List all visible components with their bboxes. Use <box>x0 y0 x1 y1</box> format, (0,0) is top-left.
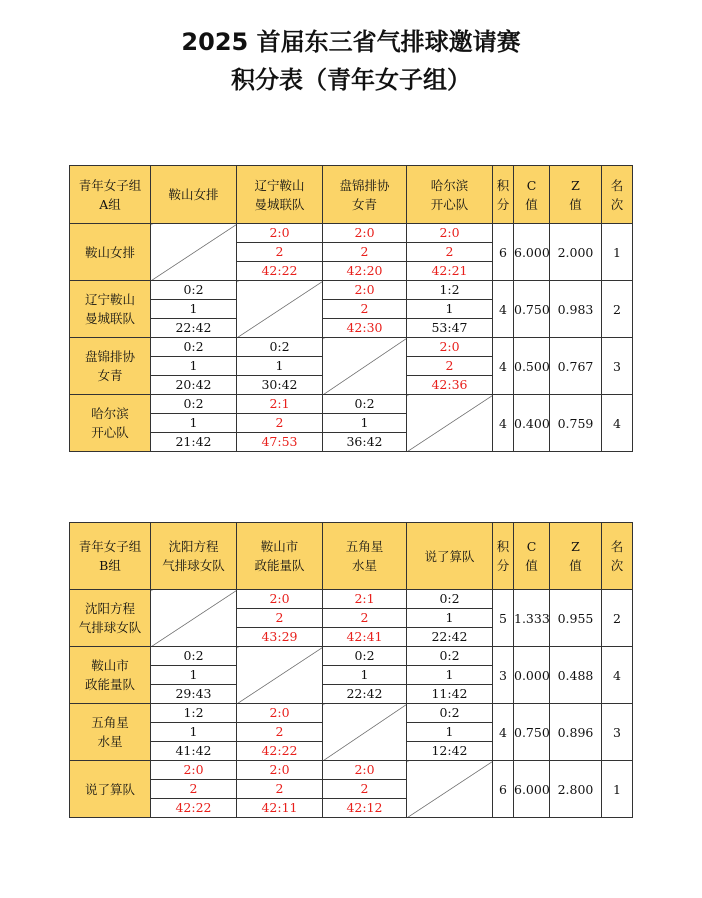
rank-value: 2 <box>602 281 633 338</box>
match-ratio: 42:22 <box>151 799 237 818</box>
table-row <box>70 647 633 666</box>
match-score: 2:0 <box>237 224 323 243</box>
match-ratio: 22:42 <box>323 685 407 704</box>
match-points: 2 <box>323 300 407 319</box>
table-row <box>70 224 633 243</box>
column-header-team: 鞍山市 政能量队 <box>237 523 323 590</box>
header-row <box>70 523 633 590</box>
c-value: 1.333 <box>514 590 550 647</box>
match-score: 2:0 <box>237 704 323 723</box>
match-score: 2:0 <box>323 761 407 780</box>
match-points: 1 <box>323 414 407 433</box>
header-points: 积 分 <box>493 523 514 590</box>
match-points: 2 <box>237 243 323 262</box>
standings-table-b <box>69 522 633 818</box>
match-score: 0:2 <box>237 338 323 357</box>
table-row <box>70 704 633 723</box>
row-header-team: 辽宁鞍山 曼城联队 <box>70 281 151 338</box>
points-value: 5 <box>493 590 514 647</box>
match-ratio: 42:22 <box>237 742 323 761</box>
match-ratio: 30:42 <box>237 376 323 395</box>
points-value: 4 <box>493 704 514 761</box>
match-ratio: 36:42 <box>323 433 407 452</box>
row-header-team: 鞍山市 政能量队 <box>70 647 151 704</box>
match-ratio: 42:36 <box>407 376 493 395</box>
c-value: 0.750 <box>514 281 550 338</box>
c-value: 0.400 <box>514 395 550 452</box>
match-score: 2:0 <box>407 224 493 243</box>
match-points: 2 <box>323 780 407 799</box>
match-ratio: 42:21 <box>407 262 493 281</box>
match-score: 0:2 <box>151 395 237 414</box>
self-match-cell <box>407 761 493 818</box>
match-ratio: 41:42 <box>151 742 237 761</box>
match-points: 2 <box>407 243 493 262</box>
rank-value: 1 <box>602 761 633 818</box>
match-points: 2 <box>237 609 323 628</box>
column-header-team: 沈阳方程 气排球女队 <box>151 523 237 590</box>
match-score: 0:2 <box>323 395 407 414</box>
z-value: 0.955 <box>550 590 602 647</box>
points-value: 3 <box>493 647 514 704</box>
match-ratio: 29:43 <box>151 685 237 704</box>
c-value: 0.750 <box>514 704 550 761</box>
match-score: 0:2 <box>407 704 493 723</box>
table-row <box>70 281 633 300</box>
match-points: 2 <box>151 780 237 799</box>
match-points: 1 <box>151 723 237 742</box>
match-points: 2 <box>407 357 493 376</box>
match-score: 2:0 <box>237 761 323 780</box>
match-ratio: 21:42 <box>151 433 237 452</box>
rank-value: 4 <box>602 395 633 452</box>
standings-table-a <box>69 165 633 452</box>
self-match-cell <box>323 338 407 395</box>
header-rank: 名 次 <box>602 166 633 224</box>
match-score: 2:0 <box>323 281 407 300</box>
match-points: 1 <box>407 609 493 628</box>
match-score: 0:2 <box>407 647 493 666</box>
match-ratio: 22:42 <box>407 628 493 647</box>
match-ratio: 42:12 <box>323 799 407 818</box>
points-value: 4 <box>493 281 514 338</box>
row-header-team: 五角星 水星 <box>70 704 151 761</box>
match-ratio: 20:42 <box>151 376 237 395</box>
z-value: 0.983 <box>550 281 602 338</box>
header-c-value: C 值 <box>514 523 550 590</box>
column-header-team: 鞍山女排 <box>151 166 237 224</box>
match-ratio: 42:20 <box>323 262 407 281</box>
match-score: 1:2 <box>151 704 237 723</box>
column-header-team: 五角星 水星 <box>323 523 407 590</box>
match-score: 2:0 <box>237 590 323 609</box>
table-row <box>70 761 633 780</box>
match-points: 2 <box>237 723 323 742</box>
header-z-value: Z 值 <box>550 166 602 224</box>
z-value: 0.759 <box>550 395 602 452</box>
match-points: 1 <box>151 300 237 319</box>
match-points: 2 <box>323 609 407 628</box>
match-ratio: 47:53 <box>237 433 323 452</box>
points-value: 4 <box>493 395 514 452</box>
match-points: 1 <box>151 666 237 685</box>
page-title: 2025 首届东三省气排球邀请赛 <box>181 28 521 56</box>
self-match-cell <box>151 590 237 647</box>
points-value: 6 <box>493 224 514 281</box>
points-value: 4 <box>493 338 514 395</box>
header-rank: 名 次 <box>602 523 633 590</box>
z-value: 2.800 <box>550 761 602 818</box>
header-row <box>70 166 633 224</box>
match-score: 2:0 <box>151 761 237 780</box>
row-header-team: 盘锦排协 女青 <box>70 338 151 395</box>
rank-value: 3 <box>602 704 633 761</box>
self-match-cell <box>407 395 493 452</box>
column-header-team: 辽宁鞍山 曼城联队 <box>237 166 323 224</box>
header-z-value: Z 值 <box>550 523 602 590</box>
z-value: 0.896 <box>550 704 602 761</box>
match-points: 1 <box>237 357 323 376</box>
row-header-team: 沈阳方程 气排球女队 <box>70 590 151 647</box>
z-value: 0.767 <box>550 338 602 395</box>
match-ratio: 11:42 <box>407 685 493 704</box>
match-points: 2 <box>237 780 323 799</box>
match-points: 2 <box>237 414 323 433</box>
column-header-team: 说了算队 <box>407 523 493 590</box>
rank-value: 2 <box>602 590 633 647</box>
match-ratio: 42:22 <box>237 262 323 281</box>
self-match-cell <box>237 281 323 338</box>
c-value: 6.000 <box>514 224 550 281</box>
group-label: 青年女子组 B组 <box>70 523 151 590</box>
match-points: 1 <box>407 300 493 319</box>
match-points: 1 <box>323 666 407 685</box>
column-header-team: 哈尔滨 开心队 <box>407 166 493 224</box>
match-points: 2 <box>323 243 407 262</box>
match-points: 1 <box>407 723 493 742</box>
match-ratio: 43:29 <box>237 628 323 647</box>
row-header-team: 说了算队 <box>70 761 151 818</box>
match-score: 0:2 <box>407 590 493 609</box>
row-header-team: 鞍山女排 <box>70 224 151 281</box>
group-label: 青年女子组 A组 <box>70 166 151 224</box>
table-row <box>70 395 633 414</box>
rank-value: 3 <box>602 338 633 395</box>
table-row <box>70 338 633 357</box>
match-ratio: 22:42 <box>151 319 237 338</box>
match-ratio: 53:47 <box>407 319 493 338</box>
header-c-value: C 值 <box>514 166 550 224</box>
self-match-cell <box>237 647 323 704</box>
column-header-team: 盘锦排协 女青 <box>323 166 407 224</box>
match-ratio: 42:11 <box>237 799 323 818</box>
table-row <box>70 590 633 609</box>
match-points: 1 <box>151 414 237 433</box>
c-value: 0.000 <box>514 647 550 704</box>
match-score: 2:0 <box>323 224 407 243</box>
match-score: 1:2 <box>407 281 493 300</box>
match-score: 0:2 <box>151 647 237 666</box>
c-value: 6.000 <box>514 761 550 818</box>
match-score: 2:0 <box>407 338 493 357</box>
match-points: 1 <box>151 357 237 376</box>
match-points: 1 <box>407 666 493 685</box>
match-ratio: 42:41 <box>323 628 407 647</box>
rank-value: 4 <box>602 647 633 704</box>
rank-value: 1 <box>602 224 633 281</box>
match-score: 2:1 <box>323 590 407 609</box>
points-value: 6 <box>493 761 514 818</box>
z-value: 0.488 <box>550 647 602 704</box>
match-score: 0:2 <box>151 281 237 300</box>
match-ratio: 42:30 <box>323 319 407 338</box>
header-points: 积 分 <box>493 166 514 224</box>
page-subtitle: 积分表（青年女子组） <box>231 66 471 94</box>
match-score: 0:2 <box>323 647 407 666</box>
z-value: 2.000 <box>550 224 602 281</box>
self-match-cell <box>323 704 407 761</box>
self-match-cell <box>151 224 237 281</box>
row-header-team: 哈尔滨 开心队 <box>70 395 151 452</box>
match-score: 2:1 <box>237 395 323 414</box>
match-ratio: 12:42 <box>407 742 493 761</box>
match-score: 0:2 <box>151 338 237 357</box>
c-value: 0.500 <box>514 338 550 395</box>
